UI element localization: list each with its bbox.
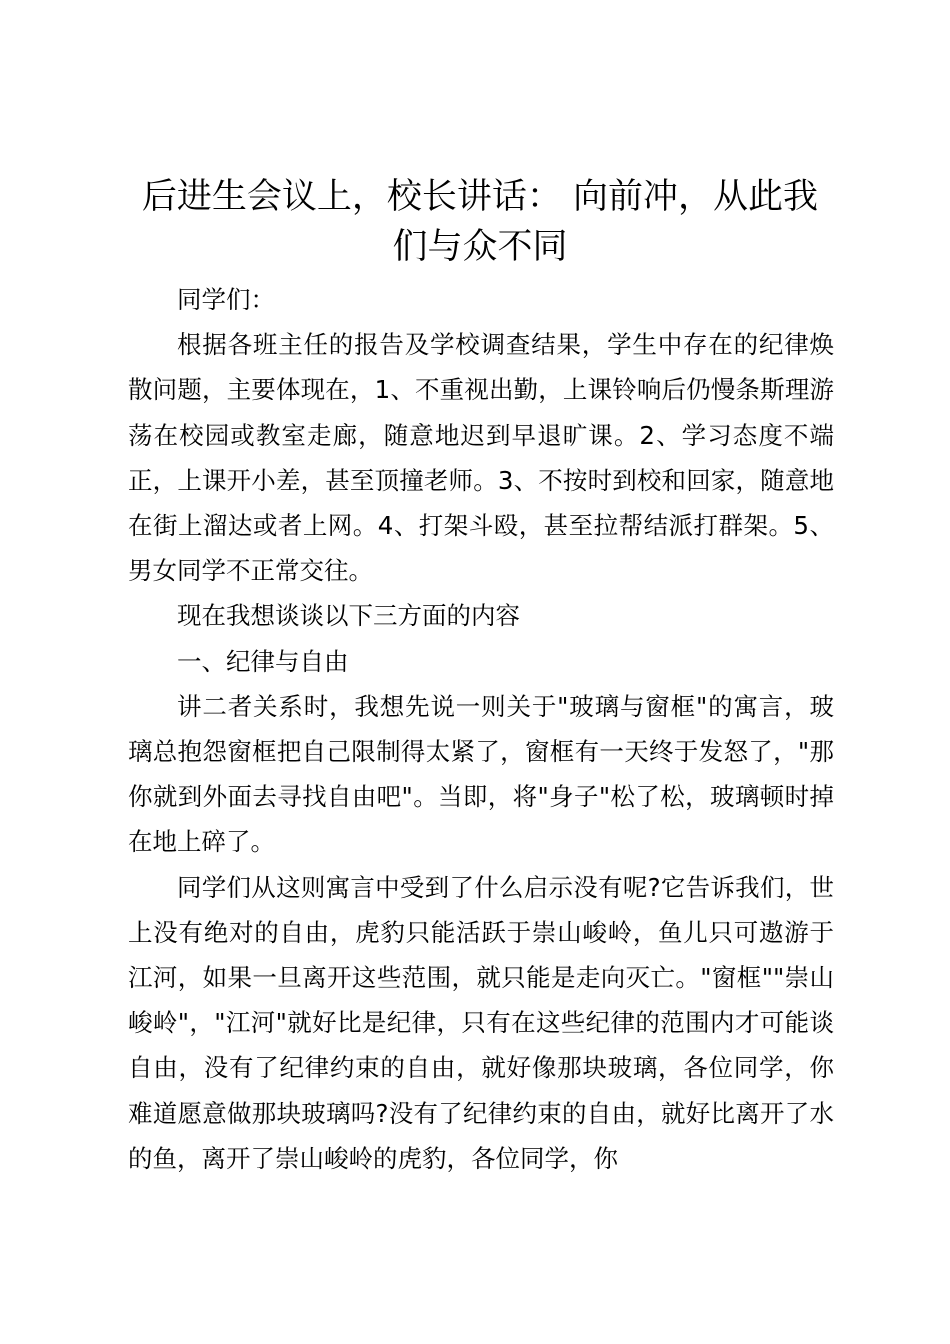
topics-intro-paragraph: 现在我想谈谈以下三方面的内容 xyxy=(177,601,520,631)
salutation-paragraph: 同学们： xyxy=(177,285,275,314)
discipline-problems-paragraph: 根据各班主任的报告及学校调查结果，学生中存在的纪律焕散问题，主要体现在，1、不重视出勤，上课铃响后仍慢条斯理游荡在校园或教室走廊，随意地迟到早退旷课。2、学习态度不端正，上课开小差，甚至顶撞老师。3、不按时到校和回家，随意地在街上溜达或者上网。4、打架斗殴，甚至拉帮结派打群架。5、男女同学不正常交往。 xyxy=(128,330,834,586)
section-heading-discipline-freedom: 一、纪律与自由 xyxy=(177,646,349,676)
fable-lesson-paragraph: 同学们从这则寓言中受到了什么启示没有呢?它告诉我们，世上没有绝对的自由，虎豹只能活跃于崇山峻岭，鱼儿只可遨游于江河，如果一旦离开这些范围，就只能是走向灭亡。"窗框""崇山峻岭"，"江河"就好比是纪律，只有在这些纪律的范围内才可能谈自由，没有了纪律约束的自由，就好像那块玻璃，各位同学，你难道愿意做那块玻璃吗?没有了纪律约束的自由，就好比离开了水的鱼，离开了崇山峻岭的虎豹，各位同学，你 xyxy=(128,872,834,1173)
document-title: 后进生会议上，校长讲话： 向前冲，从此我们与众不同 xyxy=(141,177,819,267)
document-body xyxy=(128,277,834,1181)
fable-paragraph: 讲二者关系时，我想先说一则关于"玻璃与窗框"的寓言，玻璃总抱怨窗框把自己限制得太紧了，窗框有一天终于发怒了，"那你就到外面去寻找自由吧"。当即，将"身子"松了松，玻璃顿时掉在地上碎了。 xyxy=(128,691,834,857)
